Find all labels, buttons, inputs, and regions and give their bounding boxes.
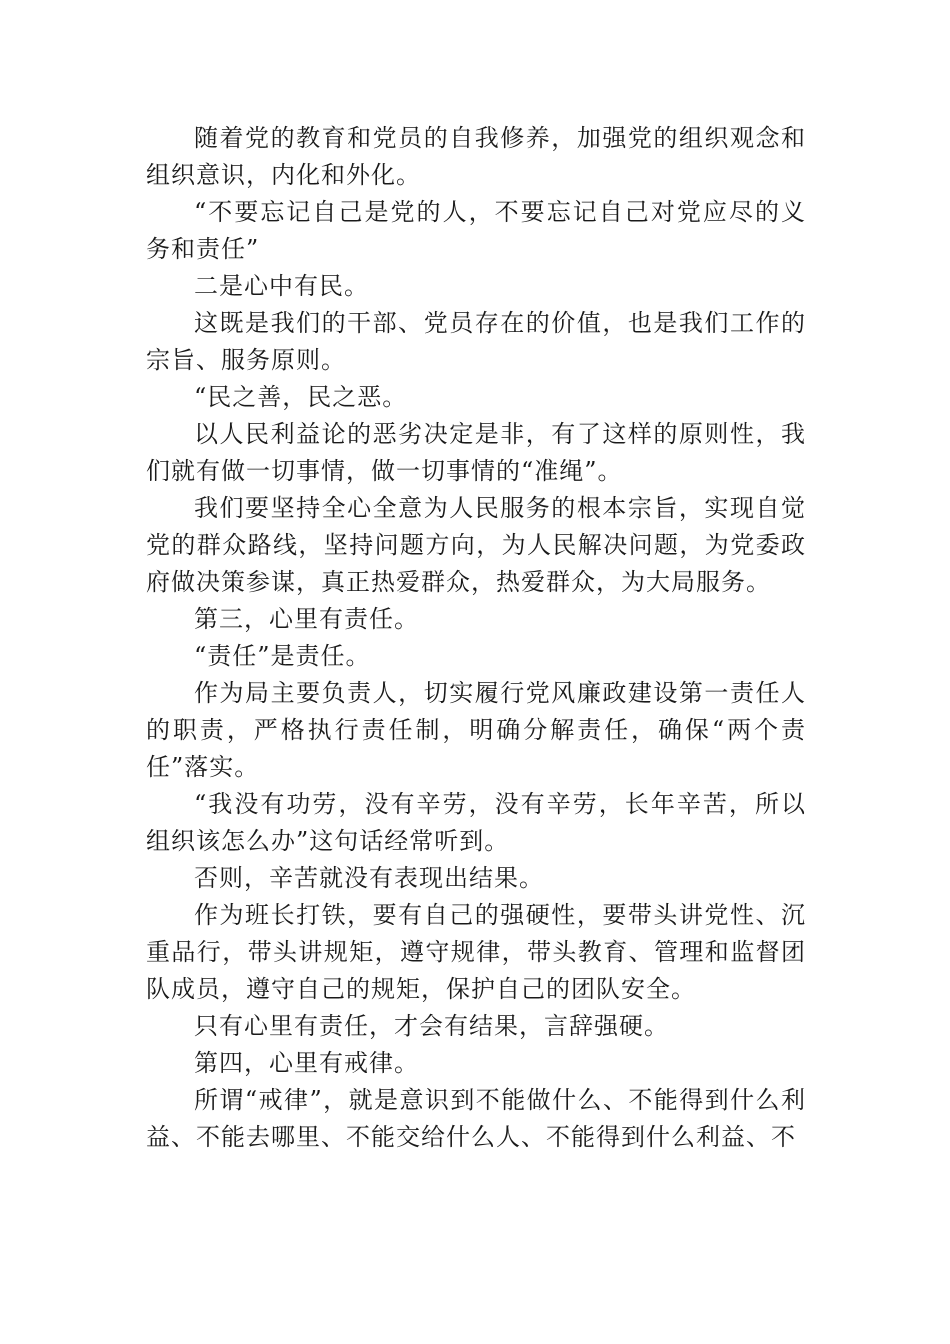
paragraph: 随着党的教育和党员的自我修养，加强党的组织观念和组织意识，内化和外化。 xyxy=(146,124,806,189)
paragraph: 以人民利益论的恶劣决定是非，有了这样的原则性，我们就有做一切事情，做一切事情的“准绳”。 xyxy=(146,420,806,485)
paragraph: 作为班长打铁，要有自己的强硬性，要带头讲党性、沉重品行，带头讲规矩，遵守规律，带头教育、管理和监督团队成员，遵守自己的规矩，保护自己的团队安全。 xyxy=(146,901,806,1003)
paragraph: “我没有功劳，没有辛劳，没有辛劳，长年辛苦，所以组织该怎么办”这句话经常听到。 xyxy=(146,790,806,855)
document-page xyxy=(146,120,806,1156)
paragraph: 所谓“戒律”，就是意识到不能做什么、不能得到什么利益、不能去哪里、不能交给什么人、不能得到什么利益、不 xyxy=(146,1086,806,1151)
paragraph: 第四，心里有戒律。 xyxy=(194,1049,419,1077)
paragraph: “责任”是责任。 xyxy=(194,642,371,670)
paragraph: 这既是我们的干部、党员存在的价值，也是我们工作的宗旨、服务原则。 xyxy=(146,309,806,374)
paragraph: “不要忘记自己是党的人，不要忘记自己对党应尽的义务和责任” xyxy=(146,198,806,263)
paragraph: 二是心中有民。 xyxy=(194,272,369,300)
paragraph: “民之善，民之恶。 xyxy=(194,383,408,411)
paragraph: 第三，心里有责任。 xyxy=(194,605,419,633)
paragraph: 只有心里有责任，才会有结果，言辞强硬。 xyxy=(194,1012,669,1040)
paragraph: 否则，辛苦就没有表现出结果。 xyxy=(194,864,544,892)
paragraph: 我们要坚持全心全意为人民服务的根本宗旨，实现自觉党的群众路线，坚持问题方向，为人民解决问题，为党委政府做决策参谋，真正热爱群众，热爱群众，为大局服务。 xyxy=(146,494,806,596)
paragraph: 作为局主要负责人，切实履行党风廉政建设第一责任人的职责，严格执行责任制，明确分解责任，确保“两个责任”落实。 xyxy=(146,679,806,781)
